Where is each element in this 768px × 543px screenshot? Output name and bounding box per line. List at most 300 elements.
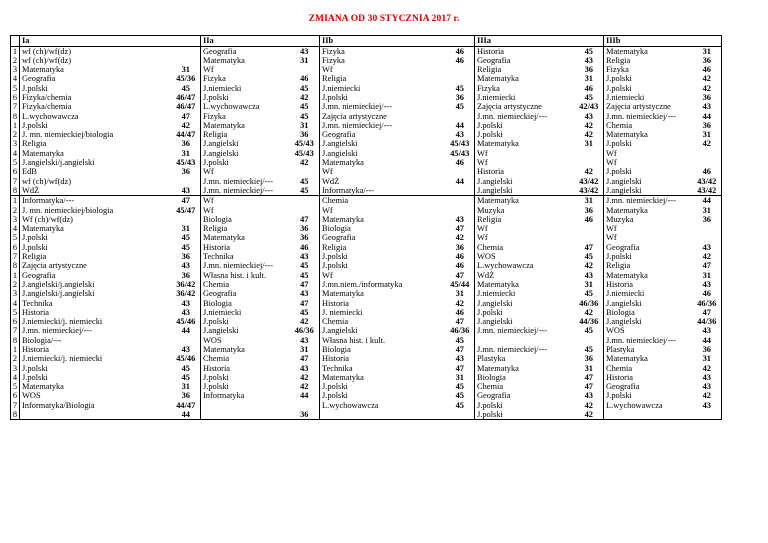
room-cell: 44 (300, 391, 309, 401)
subject-cell: J.niemiecki/j. niemiecki (22, 317, 103, 327)
room-cell: 45 (455, 391, 464, 401)
room-cell: 36 (702, 120, 711, 130)
subject-cell: J.polski (477, 120, 503, 130)
subject-cell: J.angielski (477, 185, 513, 195)
class-header-row (11, 36, 722, 47)
room-cell: 36 (300, 130, 309, 140)
room-cell: 45/43 (176, 158, 196, 168)
subject-cell: Zajęcia artystyczne (606, 102, 671, 112)
room-cell: 43/42 (697, 176, 717, 186)
room-cell: 45 (300, 270, 309, 280)
room-cell: 36/42 (176, 289, 196, 299)
room-cell: 45 (300, 185, 309, 195)
lesson-number: 4 (12, 148, 18, 158)
subject-cell: J.mn. niemieckiej/--- (22, 326, 93, 336)
lesson-number-column (11, 196, 20, 420)
subject-cell: J.angielski (606, 176, 642, 186)
room-cell: 43 (181, 261, 190, 271)
subject-cell: Zajęcia artystyczne (477, 102, 542, 112)
room-cell: 45/43 (450, 139, 470, 149)
room-column (446, 196, 475, 420)
room-cell: 44 (702, 111, 711, 121)
subject-cell: J.polski (322, 391, 348, 401)
subject-cell (477, 336, 573, 345)
subject-column (475, 46, 575, 196)
subject-cell: WOS (477, 252, 496, 262)
subject-cell: Matematyka (606, 46, 648, 56)
room-cell: 47 (455, 270, 464, 280)
room-cell: 31 (702, 205, 711, 215)
lesson-number: 3 (12, 139, 18, 149)
room-cell: 45 (584, 345, 593, 354)
subject-cell: J.polski (477, 130, 503, 140)
subject-cell: Muzyka (477, 205, 505, 215)
room-cell: 45 (181, 233, 190, 243)
subject-cell: Muzyka (606, 214, 634, 224)
subject-cell: Religia (22, 139, 47, 149)
lesson-number: 1 (12, 196, 18, 206)
room-cell: 46 (702, 167, 711, 177)
subject-cell: Religia (203, 224, 228, 234)
room-cell: 31 (702, 270, 711, 280)
subject-cell: J.mn. niemieckiej/--- (477, 111, 548, 121)
room-cell: 45 (455, 102, 464, 112)
subject-cell: Geografia (203, 46, 237, 56)
room-cell: 42 (584, 307, 593, 317)
room-cell (290, 401, 320, 410)
room-cell: 46/36 (294, 326, 314, 336)
room-cell: 31 (584, 196, 593, 206)
subject-cell: Wf (203, 205, 214, 215)
lesson-number: 8 (12, 185, 18, 195)
room-cell: 45/44 (450, 279, 470, 289)
subject-cell: Chemia (322, 196, 349, 206)
room-cell: 47 (455, 363, 464, 373)
subject-cell: Chemia (606, 363, 633, 373)
subject-column (20, 46, 172, 196)
subject-cell: L.wychowawcza (22, 111, 79, 121)
room-cell (693, 233, 722, 242)
lesson-number: 2 (12, 55, 18, 65)
room-cell: 42 (584, 400, 593, 410)
room-cell: 46 (584, 214, 593, 224)
subject-cell: Matematyka (322, 372, 364, 382)
room-cell: 43 (702, 326, 711, 336)
room-cell: 45 (455, 400, 464, 410)
room-cell: 43 (584, 391, 593, 401)
room-cell: 42 (702, 252, 711, 262)
subject-cell: Fizyka (477, 83, 500, 93)
room-cell: 46/47 (176, 102, 196, 112)
room-cell: 46 (300, 242, 309, 252)
subject-cell: Historia (322, 354, 349, 364)
subject-column (201, 196, 290, 420)
room-cell (693, 149, 722, 158)
subject-cell: J.angielski (322, 148, 358, 158)
room-cell: 46/36 (450, 326, 470, 336)
room-cell: 36 (702, 55, 711, 65)
room-cell: 43 (300, 289, 309, 299)
room-cell: 45/36 (176, 74, 196, 84)
subject-cell: J.polski (606, 167, 632, 177)
room-cell: 31 (702, 354, 711, 364)
room-cell: 31 (181, 65, 190, 75)
room-cell: 43 (702, 242, 711, 252)
subject-cell: Wf (477, 233, 488, 243)
room-cell: 43 (455, 130, 464, 140)
room-cell: 31 (702, 130, 711, 140)
room-cell: 42 (702, 391, 711, 401)
subject-cell: J.niemiecki (606, 289, 645, 299)
room-cell: 43 (300, 363, 309, 373)
lesson-number: 6 (12, 92, 18, 102)
room-cell: 36 (584, 354, 593, 364)
room-cell: 45 (584, 326, 593, 336)
room-cell: 42 (300, 382, 309, 392)
room-cell: 46 (455, 55, 464, 65)
subject-cell: Własna hist. i kult. (322, 335, 386, 345)
room-cell: 45 (300, 307, 309, 317)
room-cell (446, 186, 475, 195)
subject-cell: Informatyka (203, 391, 245, 401)
room-cell: 46 (455, 252, 464, 262)
subject-cell: Informatyka/Biologia (22, 400, 95, 410)
subject-cell: J.niemiecki (477, 92, 516, 102)
subject-cell: Biologia (477, 372, 506, 382)
subject-cell: J.polski (477, 307, 503, 317)
subject-cell: J.mn. niemieckiej/--- (203, 261, 274, 271)
subject-cell: J.niemiecki (203, 307, 242, 317)
room-cell: 45 (181, 83, 190, 93)
room-cell: 47 (455, 224, 464, 234)
subject-cell: J.polski (477, 410, 503, 420)
lesson-number: 2 (12, 354, 18, 364)
room-cell: 45 (300, 102, 309, 112)
subject-cell: Wf (322, 270, 333, 280)
room-cell: 45 (584, 46, 593, 56)
subject-cell: J.polski (203, 372, 229, 382)
subject-cell: J. niemiecki (322, 307, 363, 317)
subject-cell (322, 410, 444, 419)
room-cell: 45 (300, 83, 309, 93)
subject-cell: Plastyka (606, 345, 635, 354)
room-cell: 45/47 (176, 205, 196, 215)
subject-cell: J.angielski/j.angielski (22, 279, 95, 289)
room-cell: 46 (702, 65, 711, 75)
room-cell: 46 (455, 158, 464, 168)
subject-cell: Technika (22, 298, 53, 308)
subject-cell: J.angielski/j.angielski (22, 289, 95, 299)
room-cell: 36 (300, 233, 309, 243)
room-cell: 44/47 (176, 130, 196, 140)
subject-cell: Wf (203, 65, 214, 75)
subject-cell: Wf (ch)/wf(dz) (22, 214, 73, 224)
room-cell: 36 (300, 410, 309, 420)
room-cell: 45/43 (450, 148, 470, 158)
subject-cell: Chemia (203, 279, 230, 289)
subject-cell: Religia (22, 252, 47, 262)
room-cell: 45 (300, 111, 309, 121)
room-cell: 47 (584, 372, 593, 382)
room-cell: 31 (300, 55, 309, 65)
subject-cell: Wf (477, 148, 488, 158)
room-cell: 43 (181, 345, 190, 354)
lesson-number: 2 (12, 130, 18, 140)
room-cell: 44/36 (579, 317, 599, 327)
subject-cell: Informatyka/--- (22, 196, 75, 206)
room-cell: 42 (584, 167, 593, 177)
room-cell: 47 (300, 298, 309, 308)
room-cell: 44 (181, 326, 190, 336)
subject-cell: Fizyka (203, 111, 226, 121)
subject-cell: Religia (203, 130, 228, 140)
subject-cell: Matematyka (606, 205, 648, 215)
subject-cell: Historia (606, 279, 633, 289)
room-cell: 45/46 (176, 354, 196, 364)
subject-cell: Fizyka (322, 55, 345, 65)
subject-cell: wf (ch)/wf(dz) (22, 55, 72, 65)
lesson-number: 5 (12, 158, 18, 168)
subject-cell: J.polski (322, 261, 348, 271)
subject-cell: L.wychowawcza (322, 400, 379, 410)
subject-cell: J.mn. niemieckiej/--- (203, 176, 274, 186)
room-cell: 31 (584, 74, 593, 84)
room-cell: 42 (584, 261, 593, 271)
room-cell: 36/42 (176, 279, 196, 289)
subject-cell: J.angielski (606, 298, 642, 308)
room-cell: 31 (300, 120, 309, 130)
subject-cell: Matematyka (477, 74, 519, 84)
subject-cell: J.polski (203, 92, 229, 102)
subject-cell: Geografia (322, 130, 356, 140)
room-cell: 36 (181, 270, 190, 280)
room-cell: 45/46 (176, 317, 196, 327)
subject-cell: J.polski (203, 317, 229, 327)
subject-cell: Matematyka (477, 139, 519, 149)
room-cell: 46/47 (176, 92, 196, 102)
subject-cell: Matematyka (22, 382, 64, 392)
room-cell (446, 196, 475, 205)
subject-cell: Matematyka (203, 55, 245, 65)
subject-cell: Geografia (22, 270, 56, 280)
room-cell: 31 (455, 372, 464, 382)
room-cell: 47 (300, 279, 309, 289)
subject-cell: J.angielski (322, 326, 358, 336)
room-cell: 36 (702, 345, 711, 354)
subject-cell: Informatyka/--- (322, 185, 375, 195)
subject-cell: Fizyka (322, 46, 345, 56)
room-cell (290, 167, 320, 176)
room-cell (575, 336, 604, 345)
room-cell (693, 224, 722, 233)
subject-cell: WOS (22, 391, 41, 401)
room-cell (575, 233, 604, 242)
room-cell: 45/43 (294, 148, 314, 158)
subject-cell: Wf (477, 224, 488, 234)
room-cell: 42 (702, 139, 711, 149)
subject-cell: Matematyka (606, 270, 648, 280)
lesson-number: 1 (12, 46, 18, 56)
subject-cell: Religia (477, 214, 502, 224)
room-column (172, 196, 201, 420)
subject-cell (203, 410, 288, 419)
subject-cell: Wf (203, 167, 214, 177)
lesson-number: 4 (12, 372, 18, 382)
room-cell: 46 (455, 307, 464, 317)
room-column (290, 196, 320, 420)
subject-cell: J.angielski (203, 139, 239, 149)
subject-column (320, 46, 446, 196)
subject-cell: Matematyka (606, 354, 648, 364)
subject-cell: Historia (22, 307, 49, 317)
lesson-number: 7 (12, 176, 18, 186)
subject-cell: Historia (203, 363, 230, 373)
subject-cell: Geografia (477, 55, 511, 65)
subject-cell: Historia (203, 242, 230, 252)
room-cell: 31 (300, 345, 309, 354)
room-cell: 42 (702, 363, 711, 373)
room-cell: 43 (702, 279, 711, 289)
room-cell: 45 (181, 363, 190, 373)
room-cell: 36 (300, 224, 309, 234)
timetable (10, 35, 722, 420)
subject-cell: Fizyka (203, 74, 226, 84)
subject-cell: Historia (22, 345, 49, 354)
room-cell: 44 (455, 120, 464, 130)
subject-cell: J.polski (22, 120, 48, 130)
room-cell: 47 (181, 196, 190, 206)
room-cell: 46 (584, 83, 593, 93)
subject-cell: J.angielski (477, 317, 513, 327)
subject-cell: J.mn. niemieckiej/--- (477, 326, 548, 336)
room-cell (172, 177, 201, 186)
room-cell (172, 215, 201, 224)
room-column (290, 46, 320, 196)
room-cell: 45 (300, 176, 309, 186)
room-cell (446, 410, 475, 419)
subject-cell: Matematyka (477, 279, 519, 289)
class-header-IIa: IIa (201, 36, 290, 47)
subject-cell: J.niemiecki (322, 83, 361, 93)
subject-cell: Geografia (322, 233, 356, 243)
subject-cell: Matematyka (22, 148, 64, 158)
room-cell: 46 (702, 289, 711, 299)
room-cell (172, 336, 201, 345)
subject-cell: Biologia (203, 298, 232, 308)
room-cell: 45 (455, 83, 464, 93)
subject-cell: J.polski (22, 233, 48, 243)
room-cell: 42/43 (579, 102, 599, 112)
room-cell: 47 (300, 214, 309, 224)
lesson-number: 7 (12, 326, 18, 336)
room-cell: 47 (584, 382, 593, 392)
room-cell: 36 (702, 214, 711, 224)
day-block (11, 46, 722, 196)
room-cell: 43/42 (697, 185, 717, 195)
room-column (575, 46, 604, 196)
subject-cell: J.polski (203, 382, 229, 392)
class-header-Ia: Ia (20, 36, 172, 47)
subject-cell: Chemia (606, 120, 633, 130)
room-cell: 31 (584, 279, 593, 289)
subject-cell: Religia (322, 242, 347, 252)
subject-cell: Wf (606, 233, 617, 243)
room-cell: 36 (181, 391, 190, 401)
lesson-number: 6 (12, 167, 18, 177)
class-header-IIb: IIb (320, 36, 446, 47)
subject-column (201, 46, 290, 196)
room-cell: 43 (702, 382, 711, 392)
lesson-number: 2 (12, 279, 18, 289)
subject-cell: J.mn. niemieckiej/--- (606, 335, 677, 345)
room-cell (446, 65, 475, 74)
room-cell: 43/42 (579, 185, 599, 195)
subject-cell: EdB (22, 167, 37, 177)
room-cell (172, 56, 201, 65)
room-column (446, 46, 475, 196)
subject-cell: J.polski (322, 382, 348, 392)
room-cell (446, 167, 475, 176)
subject-cell: Matematyka (322, 158, 364, 168)
subject-cell: J. mn. niemieckiej/biologia (22, 205, 114, 215)
subject-cell: Matematyka (203, 345, 245, 354)
subject-cell: Matematyka (606, 130, 648, 140)
subject-cell: WOS (606, 326, 625, 336)
lesson-number: 8 (12, 335, 18, 345)
room-cell: 31 (702, 46, 711, 56)
subject-cell: J.mn. niemieckiej/--- (322, 102, 393, 112)
room-cell: 43/42 (579, 176, 599, 186)
room-cell (290, 206, 320, 215)
room-cell: 42 (181, 120, 190, 130)
subject-cell: J.polski (606, 83, 632, 93)
room-cell: 42 (300, 92, 309, 102)
room-cell: 43 (584, 270, 593, 280)
subject-cell: J.niemiecki/j. niemiecki (22, 354, 103, 364)
subject-cell: J.angielski (203, 326, 239, 336)
subject-cell: Fizyka/chemia (22, 102, 72, 112)
subject-cell: J.polski (22, 363, 48, 373)
subject-cell: J.niemiecki (606, 92, 645, 102)
subject-cell: Technika (322, 363, 353, 373)
subject-cell: J.angielski (322, 139, 358, 149)
subject-cell: Matematyka (203, 120, 245, 130)
subject-cell: WdŻ (477, 270, 495, 280)
subject-cell: Wf (203, 196, 214, 206)
room-cell: 43 (181, 298, 190, 308)
room-cell: 43 (181, 307, 190, 317)
subject-cell: J.mn. niemieckiej/--- (606, 111, 677, 121)
lesson-number: 3 (12, 65, 18, 75)
subject-cell: Matematyka (322, 289, 364, 299)
room-cell: 31 (181, 382, 190, 392)
room-cell: 47 (181, 111, 190, 121)
lesson-number: 6 (12, 317, 18, 327)
subject-cell: Wf (606, 148, 617, 158)
lesson-number: 3 (12, 363, 18, 373)
subject-cell: J.polski (477, 400, 503, 410)
subject-cell: Biologia (606, 307, 635, 317)
room-cell: 43 (702, 102, 711, 112)
room-cell: 43 (702, 372, 711, 382)
subject-cell: Chemia (203, 354, 230, 364)
room-cell: 44/36 (697, 317, 717, 327)
subject-cell: J.mn. niemieckiej/--- (477, 345, 548, 354)
room-cell: 36 (455, 92, 464, 102)
room-cell: 45 (455, 335, 464, 345)
room-cell (446, 112, 475, 121)
room-cell: 44 (702, 335, 711, 345)
